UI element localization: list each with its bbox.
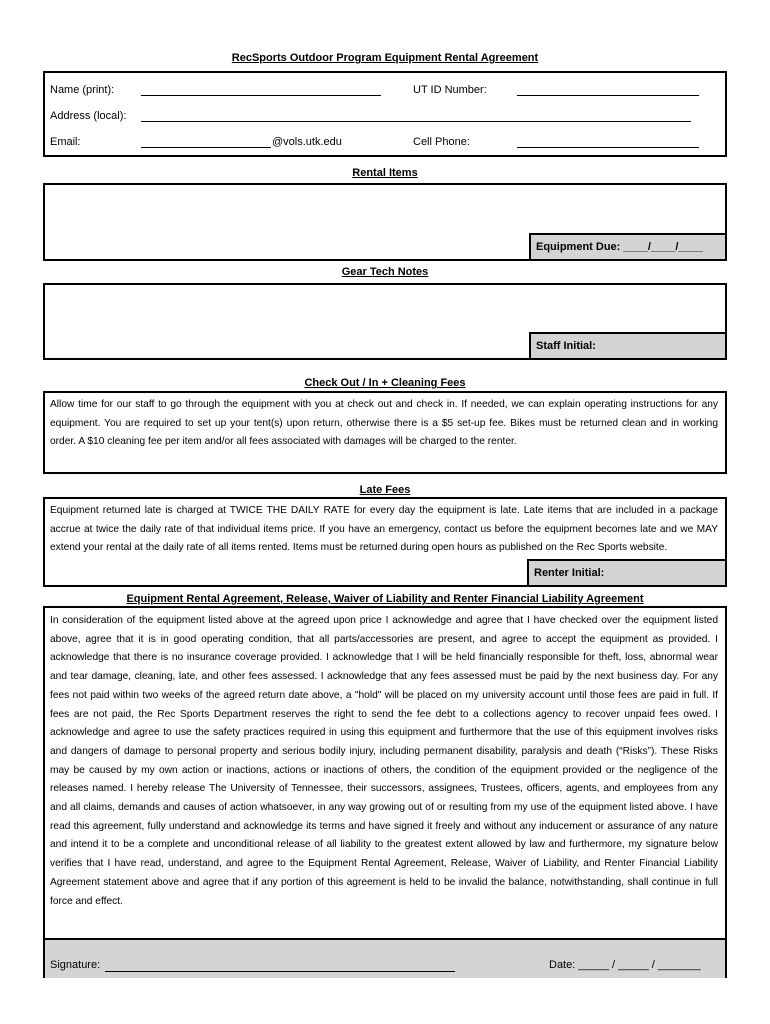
late-fees-heading: Late Fees	[359, 484, 411, 496]
checkout-text: Allow time for our staff to go through the equipment with you at check out and check in. If needed, we can explain operating instructions for any equipment. You are required to set up your tent(s) upon return, otherwise there is a $5 set-up fee. Bikes must be returned clean and in working order. A $10 cleaning fee per item and/or all fees associated with damages will be charged to the renter.	[50, 399, 718, 448]
staff-initial-field[interactable]: Staff Initial:	[529, 332, 727, 360]
signature-label: Signature:	[50, 959, 101, 971]
renter-initial-field[interactable]: Renter Initial:	[527, 559, 727, 587]
utid-label: UT ID Number:	[413, 84, 487, 96]
document-title: RecSports Outdoor Program Equipment Rental Agreement	[231, 52, 539, 64]
utid-field[interactable]	[517, 95, 699, 96]
renter-info-box	[43, 71, 727, 157]
cell-phone-field[interactable]	[517, 147, 699, 148]
email-label: Email:	[50, 136, 81, 148]
checkout-heading: Check Out / In + Cleaning Fees	[304, 377, 466, 389]
checkout-box	[43, 391, 727, 474]
address-field[interactable]	[141, 121, 691, 122]
signature-bar	[45, 938, 725, 978]
address-label: Address (local):	[50, 110, 127, 122]
rental-items-heading: Rental Items	[352, 167, 418, 179]
equipment-due-field[interactable]: Equipment Due: ____/____/____	[529, 233, 727, 261]
date-field[interactable]: Date: _____ / _____ / _______	[549, 959, 701, 971]
agreement-text: In consideration of the equipment listed above at the agreed upon price I acknowledge and agree that I have checked over the equipment listed above, agree that it is in good operating condition, that all parts/accessories are present, and agree to accept the equipment as provided. I acknowledge that there is no insurance coverage provided. I acknowledge that I will be held financially responsible for theft, loss, abnormal wear and tear damage, cleaning, late, and other fees assessed. I acknowledge that any fees assessed must be paid by the next business day. For any fees not paid within two weeks of the agreed return date above, a "hold" will be placed on my university account until those fees are paid in full. If fees are not paid, the Rec Sports Department reserves the right to send the fee debt to a collections agency to recover unpaid fees owed. I acknowledge and agree to use the safety practices required in using this equipment and furthermore that the use of this equipment involves risks and dangers of damage to personal property and serious bodily injury, including permanent disability, paralysis and death (“Risks”). These Risks may be caused by my own action or inactions, actions or inactions of others, the condition of the equipment provided or the negligence of the releases named. I hereby release The University of Tennessee, their successors, assignees, Trustees, officers, agents, and employees from any and all claims, demands and causes of action whatsoever, in any way growing out of or resulting from my use of the equipment listed above. I have read this agreement, fully understand and acknowledge its terms and have signed it freely and without any inducement or assurance of any nature and intend it to be a complete and unconditional release of all liability to the greatest extent allowed by law and furthermore, my signature below verifies that I have read, understand, and agree to the Equipment Rental Agreement, Release, Waiver of Liability, and Renter Financial Liability Agreement statement above and agree that if any portion of this agreement is held to be invalid the balance, notwithstanding, shall continue in full force and effect.	[50, 615, 718, 907]
late-fees-text: Equipment returned late is charged at TWICE THE DAILY RATE for every day the equipment is late. Late items that are included in a package accrue at twice the daily rate of that individual items price. If you have an emergency, contact us before the equipment becomes late and we MAY extend your rental at the daily rate of all items rented. Items must be returned during open hours as published on the Rec Sports website.	[50, 505, 718, 554]
gear-tech-notes-heading: Gear Tech Notes	[341, 266, 429, 278]
cell-phone-label: Cell Phone:	[413, 136, 470, 148]
agreement-box	[43, 606, 727, 978]
name-field[interactable]	[141, 95, 381, 96]
signature-field[interactable]	[105, 971, 455, 972]
email-field[interactable]	[141, 147, 271, 148]
email-suffix: @vols.utk.edu	[272, 136, 342, 148]
agreement-heading: Equipment Rental Agreement, Release, Waiver of Liability and Renter Financial Liability Agreement	[126, 593, 644, 605]
name-label: Name (print):	[50, 84, 115, 96]
